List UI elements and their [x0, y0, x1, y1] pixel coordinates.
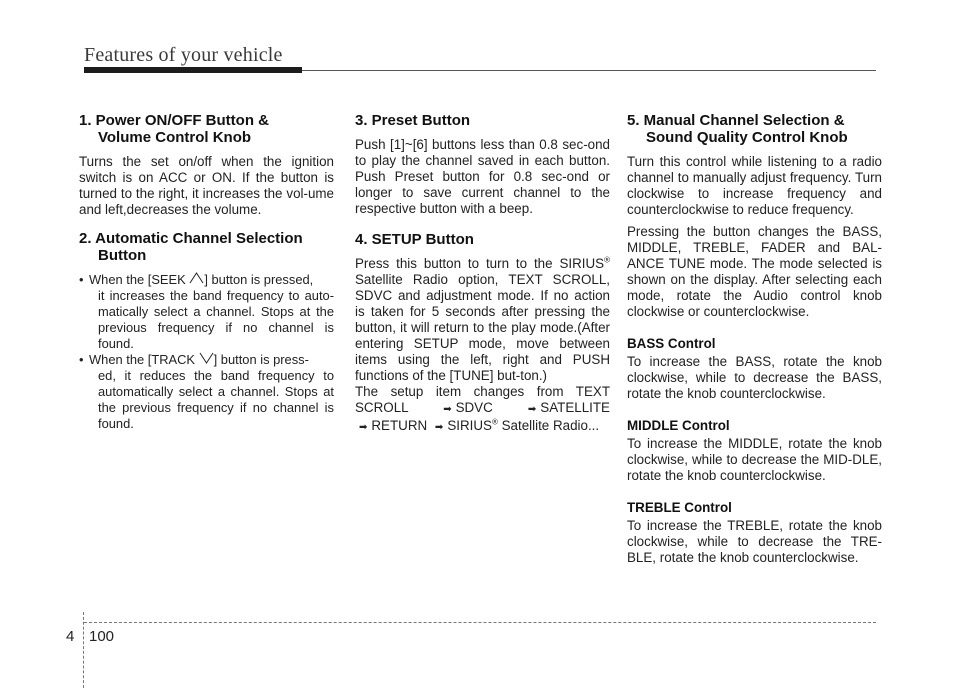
section-4-sequence	[355, 384, 610, 436]
sequence-end: Satellite Radio...	[501, 418, 600, 433]
section-4-text	[355, 256, 610, 384]
section-5-text-1: Turn this control while listening to a radio channel to manually adjust frequency. Turn clockwise to increase frequency and counterclockwise to reduce frequency.	[627, 154, 882, 217]
track-text-pre: When the [TRACK	[89, 352, 196, 367]
section-2-list	[79, 272, 334, 432]
column-3	[627, 112, 882, 578]
section-1-heading	[79, 112, 334, 146]
track-down-icon	[199, 352, 214, 364]
bass-control-text: To increase the BASS, rotate the knob clockwise, while to decrease the BASS, rotate the knob counterclockwise.	[627, 354, 882, 401]
seek-text-post: ] button is pressed,	[204, 272, 314, 287]
bass-control-heading: BASS Control	[627, 336, 716, 351]
header-rule	[302, 70, 876, 71]
column-1	[79, 112, 334, 442]
seek-up-icon	[189, 272, 204, 284]
section-2-heading-line2: Button	[98, 247, 147, 264]
section-2-heading	[79, 230, 334, 264]
section-2-heading-line1: 2. Automatic Channel Selection	[79, 230, 303, 247]
registered-mark: ®	[491, 417, 498, 427]
footer-rule	[84, 622, 876, 623]
column-2	[355, 112, 610, 448]
section-1-heading-line2: Volume Control Knob	[98, 129, 252, 146]
page-number: 100	[89, 628, 115, 645]
sequence-satellite: SATELLITE	[540, 400, 610, 415]
chapter-number: 4	[66, 628, 75, 645]
seek-text-pre: When the [SEEK	[89, 272, 186, 287]
middle-control-heading: MIDDLE Control	[627, 418, 730, 433]
arrow-right-icon: ➡	[434, 422, 444, 433]
section-5-heading	[627, 112, 882, 146]
section-3-heading: 3. Preset Button	[355, 112, 471, 129]
seek-text-cont: it increases the band frequency to auto-matically select a channel. Stops at the previous frequency if no channel is found.	[98, 288, 334, 351]
section-5-heading-line1: 5. Manual Channel Selection &	[627, 112, 845, 129]
header-bar	[84, 67, 302, 73]
section-1-heading-line1: 1. Power ON/OFF Button &	[79, 112, 269, 129]
track-text-post: ] button is press-	[213, 352, 309, 367]
sequence-intro: The setup item changes from TEXT SCROLL	[355, 384, 610, 415]
sequence-sirius: SIRIUS	[447, 418, 492, 433]
arrow-right-icon: ➡	[527, 404, 537, 415]
list-item-seek	[79, 272, 334, 352]
section-3-text: Push [1]~[6] buttons less than 0.8 sec-ond to play the channel saved in each button. Push Preset button for 0.8 sec-ond or longer to save current channel to the respective button with a beep.	[355, 137, 610, 216]
arrow-right-icon: ➡	[359, 422, 368, 433]
section-1-text: Turns the set on/off when the ignition switch is on ACC or ON. If the button is turned to the right, it increases the vol-ume and left,decreases the volume.	[79, 154, 334, 217]
section-4-text-b: Satellite Radio option, TEXT SCROLL, SDVC and adjustment mode. If no action is taken for 5 seconds after pressing the button, it will return to the play mode.(After entering SETUP mode, move between items using the left, right and PUSH functions of the [TUNE] but-ton.)	[355, 272, 610, 383]
section-4-heading: 4. SETUP Button	[355, 231, 474, 248]
section-4-text-a: Press this button to turn to the SIRIUS	[355, 256, 605, 271]
treble-control-heading: TREBLE Control	[627, 500, 732, 515]
page-header-title: Features of your vehicle	[84, 44, 283, 66]
middle-control-text: To increase the MIDDLE, rotate the knob clockwise, while to decrease the MID-DLE, rotate the knob counterclockwise.	[627, 436, 882, 483]
section-5-heading-line2: Sound Quality Control Knob	[646, 129, 848, 146]
footer-vertical-rule	[83, 612, 84, 688]
sequence-sdvc: SDVC	[455, 400, 493, 415]
list-item-track	[79, 352, 334, 432]
track-text-cont: ed, it reduces the band frequency to automatically select a channel. Stops at the previous frequency if no channel is found.	[98, 368, 334, 431]
sequence-return: RETURN	[371, 418, 428, 433]
arrow-right-icon: ➡	[443, 404, 452, 415]
registered-mark: ®	[604, 255, 610, 265]
section-5-text-2: Pressing the button changes the BASS, MIDDLE, TREBLE, FADER and BAL-ANCE TUNE mode. The mode selected is shown on the display. After selecting each mode, rotate the Audio control knob clockwise or counterclockwise.	[627, 224, 882, 319]
treble-control-text: To increase the TREBLE, rotate the knob clockwise, while to decrease the TRE-BLE, rotate the knob counterclockwise.	[627, 518, 882, 565]
